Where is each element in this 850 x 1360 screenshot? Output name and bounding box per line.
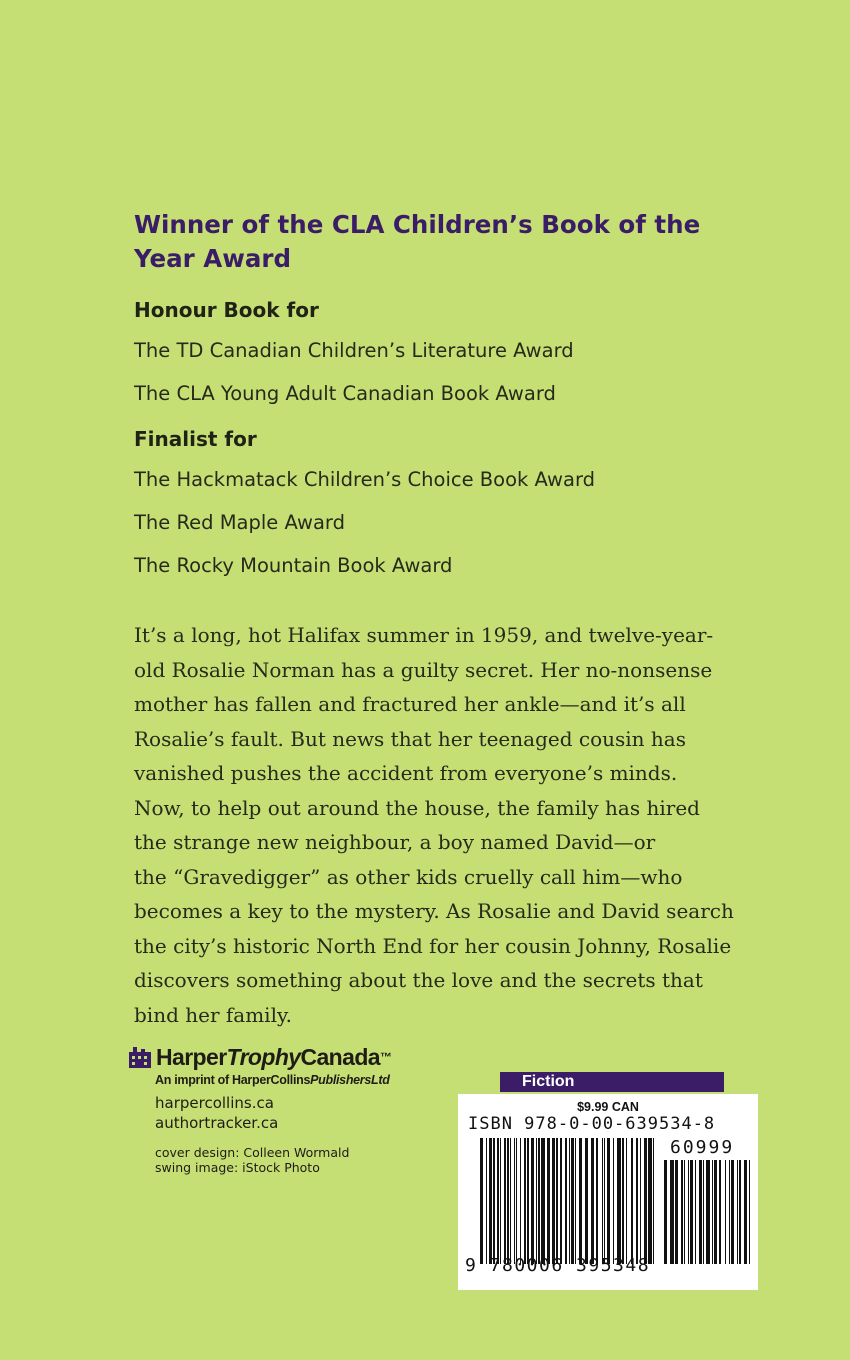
publisher-block <box>127 1044 391 1175</box>
credit-line: swing image: iStock Photo <box>155 1160 320 1175</box>
winner-heading: Winner of the CLA Children’s Book of the Year Award <box>134 210 701 273</box>
logo-canada: Canada <box>300 1044 380 1070</box>
blurb-line: Now, to help out around the house, the family has hired <box>134 795 700 820</box>
category-bar: Fiction <box>500 1072 724 1092</box>
blurb-line: vanished pushes the accident from everyone’s minds. <box>134 761 678 785</box>
cover-credits <box>155 1145 391 1175</box>
isbn-label: ISBN 978-0-00-639534-8 <box>468 1114 716 1134</box>
blurb-line: the “Gravedigger” as other kids cruelly call him—who <box>134 864 683 889</box>
honour-award-2: The CLA Young Adult Canadian Book Award <box>134 382 556 405</box>
finalist-award-2: The Red Maple Award <box>134 511 345 534</box>
finalist-heading: Finalist for <box>134 427 257 451</box>
barcode-box <box>458 1094 758 1290</box>
imprint-prefix: An imprint of HarperCollins <box>155 1073 311 1087</box>
price-label: $9.99 CAN <box>577 1100 639 1114</box>
blurb-line: the city’s historic North End for her cousin Johnny, Rosalie <box>134 933 732 958</box>
blurb-line: becomes a key to the mystery. As Rosalie and David search <box>134 899 734 923</box>
logo-harper: Harper <box>156 1044 227 1070</box>
imprint-suffix: PublishersLtd <box>310 1073 390 1087</box>
publisher-name <box>156 1044 391 1070</box>
blurb-line: mother has fallen and fractured her ankle—and it’s all <box>134 692 686 716</box>
honour-heading: Honour Book for <box>134 298 319 322</box>
imprint-line <box>155 1073 391 1087</box>
blurb-line: discovers something about the love and the secrets that <box>134 968 703 992</box>
trademark: ™ <box>379 1050 392 1064</box>
blurb-line: bind her family. <box>134 1002 292 1027</box>
logo-trophy: Trophy <box>226 1044 301 1070</box>
ean-number: 9 780006 395348 <box>465 1255 651 1276</box>
honour-award-1: The TD Canadian Children’s Literature Award <box>134 339 574 362</box>
blurb-line: It’s a long, hot Halifax summer in 1959, and twelve-year- <box>134 623 714 647</box>
blurb-line: old Rosalie Norman has a guilty secret. Her no-nonsense <box>134 657 713 682</box>
publisher-logo <box>127 1044 391 1070</box>
building-icon <box>127 1044 153 1070</box>
website-link[interactable]: harpercollins.ca <box>155 1094 274 1112</box>
blurb-line: the strange new neighbour, a boy named David—or <box>134 830 656 854</box>
publisher-links <box>155 1093 391 1133</box>
blurb-line: Rosalie’s fault. But news that her teenaged cousin has <box>134 726 686 751</box>
book-blurb <box>134 618 734 1032</box>
website-link[interactable]: authortracker.ca <box>155 1114 279 1132</box>
credit-line: cover design: Colleen Wormald <box>155 1145 350 1160</box>
addon-number: 60999 <box>670 1137 735 1158</box>
finalist-award-3: The Rocky Mountain Book Award <box>134 554 453 577</box>
finalist-award-1: The Hackmatack Children’s Choice Book Award <box>134 468 596 491</box>
